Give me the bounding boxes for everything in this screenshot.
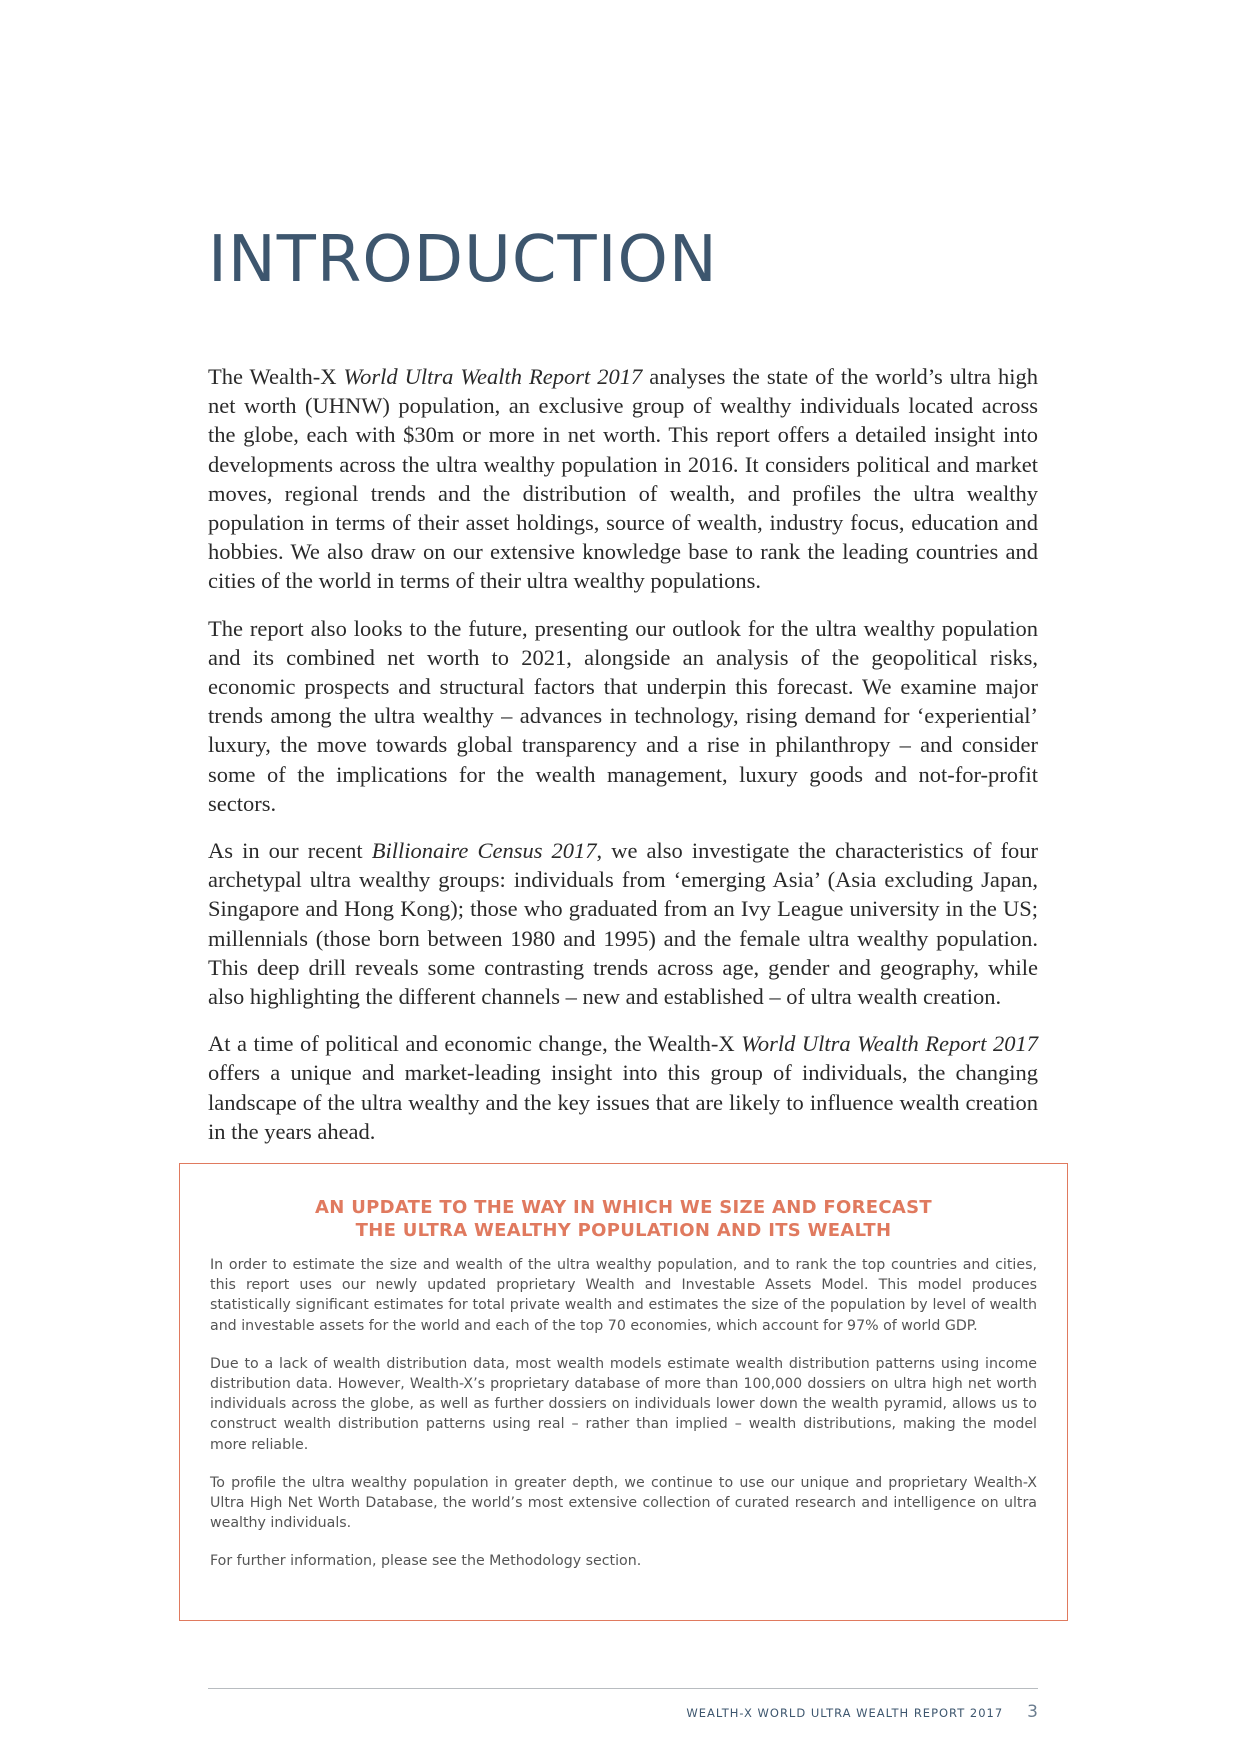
intro-paragraph-4: At a time of political and economic change, the Wealth-X World Ultra Wealth Report 2017 offers a unique and market-leading insight into this group of individuals, the changing landscape of the ultra wealthy and the key issues that are likely to influence wealth creation in the years ahead. bbox=[208, 1031, 1038, 1144]
page-number: 3 bbox=[1027, 1702, 1038, 1722]
intro-paragraph-2: The report also looks to the future, presenting our outlook for the ultra wealthy population and its combined net worth to 2021, alongside an analysis of the geopolitical risks, economic prospects and structural factors that underpin this forecast. We examine major trends among the ultra wealthy – advances in technology, rising demand for ‘experiential’ luxury, the move towards global transparency and a rise in philanthropy – and consider some of the implications for the wealth management, luxury goods and not-for-profit sectors. bbox=[208, 615, 1038, 816]
methodology-callout-box bbox=[179, 1163, 1068, 1621]
callout-paragraph-2: Due to a lack of wealth distribution data, most wealth models estimate wealth distribution patterns using income distribution data. However, Wealth-X’s proprietary database of more than 100,000 dossiers on ultra high net worth individuals across the globe, as well as further dossiers on individuals lower down the wealth pyramid, allows us to construct wealth distribution patterns using real – rather than implied – wealth distributions, making the model more reliable. bbox=[210, 1355, 1037, 1453]
callout-paragraph-3: To profile the ultra wealthy population in greater depth, we continue to use our unique and proprietary Wealth-X Ultra High Net Worth Database, the world’s most extensive collection of curated research and intelligence on ultra wealthy individuals. bbox=[210, 1474, 1037, 1532]
page-footer bbox=[686, 1702, 1038, 1722]
intro-body bbox=[208, 362, 1038, 1164]
callout-paragraph-4: For further information, please see the Methodology section. bbox=[210, 1553, 642, 1570]
page-title: INTRODUCTION bbox=[208, 223, 718, 297]
footer-divider bbox=[208, 1688, 1038, 1689]
intro-paragraph-1: The Wealth-X World Ultra Wealth Report 2017 analyses the state of the world’s ultra high net worth (UHNW) population, an exclusive group of wealthy individuals located across the globe, each with $30m or more in net worth. This report offers a detailed insight into developments across the ultra wealthy population in 2016. It considers political and market moves, regional trends and the distribution of wealth, and profiles the ultra wealthy population in terms of their asset holdings, source of wealth, industry focus, education and hobbies. We also draw on our extensive knowledge base to rank the leading countries and cities of the world in terms of their ultra wealthy populations. bbox=[208, 364, 1038, 594]
callout-paragraph-1: In order to estimate the size and wealth of the ultra wealthy population, and to rank the top countries and cities, this report uses our newly updated proprietary Wealth and Investable Assets Model. This model produces statistically significant estimates for total private wealth and estimates the size of the population by level of wealth and investable assets for the world and each of the top 70 economies, which account for 97% of world GDP. bbox=[210, 1257, 1037, 1334]
intro-paragraph-3: As in our recent Billionaire Census 2017, we also investigate the characteristics of four archetypal ultra wealthy groups: individuals from ‘emerging Asia’ (Asia excluding Japan, Singapore and Hong Kong); those who graduated from an Ivy League university in the US; millennials (those born between 1980 and 1995) and the female ultra wealthy population. This deep drill reveals some contrasting trends across age, gender and geography, while also highlighting the different channels – new and established – of ultra wealth creation. bbox=[208, 838, 1038, 1010]
footer-report-name: WEALTH-X WORLD ULTRA WEALTH REPORT 2017 bbox=[686, 1706, 1004, 1720]
callout-heading: AN UPDATE TO THE WAY IN WHICH WE SIZE AND FORECAST THE ULTRA WEALTHY POPULATION AND ITS WEALTH bbox=[315, 1197, 932, 1241]
